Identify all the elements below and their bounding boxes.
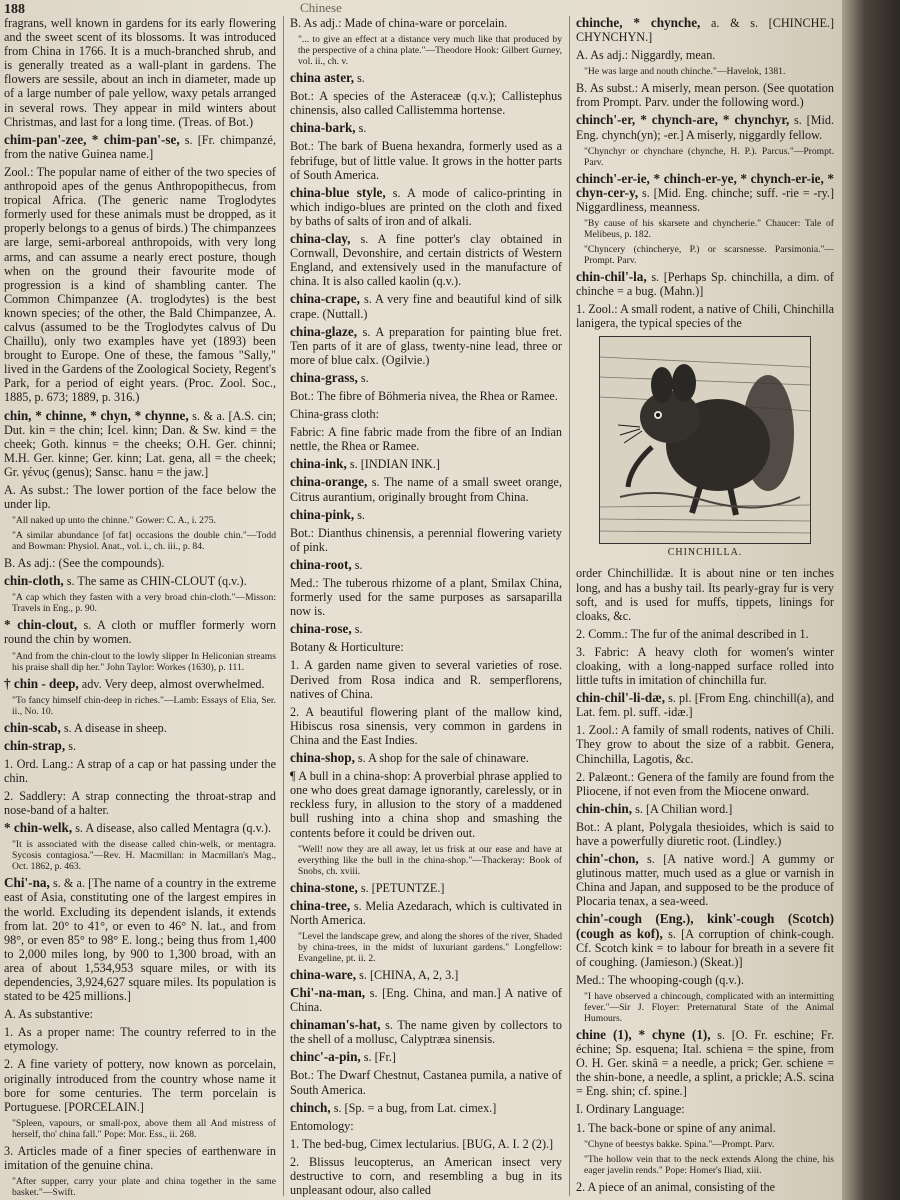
entry-definition: s. pl. [From Eng. chinchill(a), and Lat. fem. pl. suff. -idæ.]	[576, 691, 834, 720]
quotation: "Well! now they are all away, let us frisk at our ease and have at everything like the bull in the china-shop."—Thackeray: Book of Snobs, ch. xviii.	[298, 843, 562, 877]
dictionary-entry	[290, 292, 562, 320]
quotation: "Chyne of beestys bakke. Spina."—Prompt. Parv.	[584, 1138, 775, 1150]
entry-definition: s. [CHINA, A, 2, 3.]	[359, 967, 459, 982]
entry-headword: china-root,	[290, 556, 352, 572]
definition-paragraph: Bot.: Dianthus chinensis, a perennial flowering variety of pink.	[290, 525, 562, 554]
entry-headword: china-shop,	[290, 750, 355, 766]
definition-paragraph: 1. The back-bone or spine of any animal.	[576, 1120, 776, 1135]
entry-definition: s. [A native word.] A gummy or glutinous matter, much used as a glue or varnish in China and Japan, and supposed to be the produce of Plocaria tenax, a sea-weed.	[576, 852, 834, 909]
entry-headword: * chin-welk,	[4, 820, 73, 836]
entry-headword: chin-cloth,	[4, 573, 64, 589]
dictionary-entry	[290, 968, 562, 982]
dictionary-entry	[290, 1101, 562, 1115]
entry-definition: s. A disease, also called Mentagra (q.v.).	[75, 821, 272, 836]
dictionary-entry	[576, 852, 834, 908]
quotation: "After supper, carry your plate and china together in the same basket."—Swift.	[12, 1176, 276, 1198]
entry-headword: china-crape,	[290, 291, 360, 307]
entry-headword: china-rose,	[290, 621, 352, 637]
entry-headword: china-grass,	[290, 369, 358, 385]
dictionary-entry	[290, 457, 562, 471]
entry-headword: chine (1), * chyne (1),	[576, 1026, 711, 1042]
entry-headword: chinch,	[290, 1099, 331, 1115]
entry-headword: china-ink,	[290, 456, 347, 472]
definition-paragraph: 2. A beautiful flowering plant of the mallow kind, Hibiscus rosa sinensis, very common in gardens in China and the East Indies.	[290, 704, 562, 747]
definition-paragraph: Med.: The tuberous rhizome of a plant, Smilax China, formerly used for the same purposes as sarsaparilla now is.	[290, 576, 562, 619]
dictionary-entry	[290, 986, 562, 1014]
entry-definition: s. [O. Fr. eschine; Fr. échine; Sp. esquena; Ital. schiena = the spine, from O. H. Ger. skinâ = a needle, a prick; Ger. schiene = the shin-bone, a needle, a splint, a prickle; A.S. scina = Eng. shin; cf. spine.]	[576, 1027, 834, 1099]
entry-definition: s. [A Chilian word.]	[635, 801, 733, 816]
dictionary-entry	[576, 802, 834, 816]
chinchilla-engraving	[600, 337, 810, 543]
dictionary-entry	[290, 622, 562, 636]
column-left	[4, 16, 276, 1200]
dictionary-entry	[576, 113, 834, 141]
dictionary-entry	[290, 558, 562, 572]
column-rule	[569, 16, 570, 1196]
entry-definition: adv. Very deep, almost overwhelmed.	[81, 676, 265, 691]
entry-definition: s. [Sp. = a bug, from Lat. cimex.]	[333, 1100, 497, 1115]
entry-definition: s. The same as CHIN-CLOUT (q.v.).	[66, 574, 247, 589]
entry-headword: china-orange,	[290, 474, 368, 490]
quotation: "Spleen, vapours, or small-pox, above them all And mistress of herself, tho' china fall." Pope: Mor. Ess., ii. 268.	[12, 1117, 276, 1140]
quotation: "Level the landscape grew, and along the shores of the river, Shaded by china-trees, in the midst of luxuriant gardens." Longfellow: Evangeline, pt. ii. 2.	[298, 930, 562, 964]
definition-paragraph: Med.: The whooping-cough (q.v.).	[576, 972, 744, 987]
dictionary-entry	[290, 71, 562, 85]
quotation: "All naked up unto the chinne." Gower: C. A., i. 275.	[12, 515, 216, 527]
dictionary-entry	[290, 899, 562, 927]
dictionary-entry	[290, 325, 562, 367]
dictionary-entry	[576, 912, 834, 968]
figure-caption: CHINCHILLA.	[667, 547, 743, 559]
definition-paragraph: 2. Palæont.: Genera of the family are found from the Pliocene, if not even from the Miocene onward.	[576, 769, 834, 798]
definition-paragraph: ¶ A bull in a china-shop: A proverbial phrase applied to one who does great damage ignorantly, carelessly, or in reckless fury, in allusion to the story of a maddened bull rushing into a china shop and smashing the contents before it could be driven out.	[290, 769, 562, 840]
entry-headword: chin-scab,	[4, 719, 61, 735]
entry-definition: s. [Mid. Eng. chinche; suff. -rie = -ry.] Niggardliness, meanness.	[576, 185, 834, 214]
entry-definition: s. A shop for the sale of chinaware.	[357, 751, 529, 766]
entry-definition: s.	[358, 121, 367, 136]
definition-paragraph: China-grass cloth:	[290, 407, 380, 422]
quotation: "A cap which they fasten with a very broad chin-cloth."—Misson: Travels in Eng., p. 90.	[12, 592, 276, 615]
entry-definition: s. [Mid. Eng. chynch(yn); -er.] A miserly, niggardly fellow.	[576, 113, 834, 142]
entry-headword: † chin - deep,	[4, 675, 79, 691]
definition-paragraph: 1. As a proper name: The country referred to in the etymology.	[4, 1025, 276, 1054]
definition-paragraph: 2. A fine variety of pottery, now known as porcelain, originally introduced from the country whose name it bore for some centuries. The term porcelain is Portuguese. [PORCELAIN.]	[4, 1057, 276, 1114]
entry-headword: chin'-cough (Eng.), kink'-cough (Scotch) (cough as kof),	[576, 911, 834, 941]
entry-definition: s. [PETUNTZE.]	[360, 880, 445, 895]
definition-paragraph: order Chinchillidæ. It is about nine or ten inches long, and has a bushy tail. Its pearly-gray fur is very soft, and is used for muffs, tippets, linings for cloaks, &c.	[576, 566, 834, 623]
entry-headword: chinch'-er-ie, * chinch-er-ye, * chynch-er-ie, * chyn-cer-y,	[576, 170, 834, 200]
entry-headword: chin-chil'-la,	[576, 268, 647, 284]
entry-definition: s. [Perhaps Sp. chinchilla, a dim. of chinche = a bug. (Mahn.)]	[576, 269, 834, 299]
quotation: "I have observed a chincough, complicated with an intermitting fever."—Sir J. Floyer: Preternatural State of the Animal Humours.	[584, 990, 834, 1024]
dictionary-entry	[4, 618, 276, 646]
entry-headword: china-blue style,	[290, 184, 386, 200]
definition-paragraph: Bot.: The bark of Buena hexandra, formerly used as a febrifuge, but of little value. It grows in the hotter parts of South America.	[290, 139, 562, 182]
entry-definition: s.	[68, 738, 77, 753]
definition-paragraph: 3. Fabric: A heavy cloth for women's winter cloaking, with a long-napped surface rolled into little tufts in imitation of chinchilla fur.	[576, 644, 834, 688]
entry-definition: s. A mode of calico-printing in which indigo-blues are printed on the cloth and fixed by baths of salts of iron and of alkali.	[290, 185, 562, 228]
definition-paragraph: Bot.: A species of the Asteraceæ (q.v.); Callistephus chinensis, also called Callistemma hortense.	[290, 89, 562, 118]
entry-definition: s. & a. [The name of a country in the extreme east of Asia, constituting one of the largest empires in the world. Excluding its dependent islands, it extends from lat. 20° to 41°, or even to 46° N. lat., and from 98°, or even 85° to 98° E. long.; being thus from 1,400 to 2,000 miles long, by 900 to 1,300 broad, with an area of about 1,534,953 square miles, or with its dependencies, 3,924,627 square miles. Its population is stated to be 425 millions.]	[4, 876, 276, 1004]
definition-paragraph: Entomology:	[290, 1118, 354, 1133]
entry-definition: s.	[360, 370, 369, 385]
entry-headword: chin'-chon,	[576, 851, 639, 867]
definition-paragraph: A. As adj.: Niggardly, mean.	[576, 48, 716, 63]
entry-headword: china-stone,	[290, 879, 358, 895]
dictionary-entry	[290, 881, 562, 895]
dictionary-entry	[4, 739, 276, 753]
page-number: 188	[4, 2, 25, 17]
entry-headword: china-tree,	[290, 897, 351, 913]
definition-paragraph: fragrans, well known in gardens for its early flowering and the sweet scent of its blossoms. It was introduced from China in 1766. It is a much-branched shrub, and is generally treated as a wall-plant in gardens. The flowers are sessile, about an inch in diameter, made up of a large number of pale yellow, waxy petals arranged in several rows. They appear in mild winters about Christmas, and last for a long time. (Treas. of Bot.)	[4, 16, 276, 129]
definition-paragraph: Botany & Horticulture:	[290, 640, 404, 655]
definition-paragraph: Bot.: A plant, Polygala thesioides, which is said to have a powerfully diuretic root. (Lindley.)	[576, 819, 834, 848]
dictionary-entry	[4, 821, 276, 835]
definition-paragraph: A. As substantive:	[4, 1007, 94, 1022]
dictionary-entry	[290, 232, 562, 288]
entry-headword: china-glaze,	[290, 323, 358, 339]
entry-definition: s. [Fr. chimpanzé, from the native Guinea name.]	[4, 132, 276, 161]
dictionary-entry	[4, 133, 276, 161]
entry-headword: chinche, * chynche,	[576, 16, 701, 30]
entry-definition: s. [A corruption of chink-cough. Cf. Scotch kink = to labour for breath in a severe fit of coughing. (Jamieson.) (Skeat.)]	[576, 926, 834, 969]
dictionary-entry	[290, 186, 562, 228]
dictionary-entry	[290, 751, 562, 765]
column-rule	[283, 16, 284, 1196]
column-right-bottom	[576, 566, 834, 1193]
definition-paragraph: I. Ordinary Language:	[576, 1102, 685, 1117]
definition-paragraph: B. As adj.: Made of china-ware or porcelain.	[290, 16, 508, 30]
entry-headword: * chin-clout,	[4, 617, 78, 633]
definition-paragraph: B. As subst.: A miserly, mean person. (See quotation from Prompt. Parv. under the following word.)	[576, 81, 834, 110]
entry-definition: s. [Eng. China, and man.] A native of China.	[290, 985, 562, 1015]
chinchilla-illustration	[599, 336, 811, 544]
definition-paragraph: 2. Blissus leucopterus, an American insect very destructive to corn, and resembling a bug in its unpleasant odour, also called	[290, 1154, 562, 1198]
dictionary-entry	[576, 1028, 834, 1098]
entry-definition: s. & a. [A.S. cin; Dut. kin = the chin; Icel. kinn; Dan. & Sw. kind = the cheek; Goth. kinnus = the cheeks; O.H. Ger. chinni; M.H. Ger. kinne; Ger. kinn; Lat. gena, all = the cheek; Gr. γένυς (genus); Sansc. hanu = the jaw.]	[4, 408, 276, 479]
entry-headword: china-pink,	[290, 506, 355, 522]
quotation: "The hollow vein that to the neck extends Along the chine, his eager javelin rends." Pope: Homer's Iliad, xiii.	[584, 1153, 834, 1176]
dictionary-entry	[4, 721, 276, 735]
entry-headword: chinc'-a-pin,	[290, 1049, 361, 1065]
column-right-top	[576, 16, 834, 330]
entry-headword: china-bark,	[290, 120, 356, 136]
dictionary-entry	[290, 371, 562, 385]
definition-paragraph: 2. Saddlery: A strap connecting the throat-strap and nose-band of a halter.	[4, 789, 276, 818]
column-middle	[290, 16, 562, 1200]
entry-definition: s.	[357, 71, 365, 86]
entry-definition: s.	[354, 557, 363, 572]
definition-paragraph: B. As adj.: (See the compounds).	[4, 556, 165, 571]
dictionary-entry	[576, 16, 834, 44]
definition-paragraph: Fabric: A fine fabric made from the fibre of an Indian nettle, the Rhea or Ramee.	[290, 425, 562, 454]
definition-paragraph: A. As subst.: The lower portion of the face below the under lip.	[4, 483, 276, 512]
definition-paragraph: Bot.: The fibre of Böhmeria nivea, the Rhea or Ramee.	[290, 388, 558, 403]
entry-headword: Chi'-na,	[4, 875, 50, 891]
entry-headword: chin-chin,	[576, 800, 633, 816]
column-right	[576, 16, 834, 1200]
definition-paragraph: 1. Ord. Lang.: A strap of a cap or hat passing under the chin.	[4, 756, 276, 785]
quotation: "And from the chin-clout to the lowly slipper In Heliconian streams his praise shall dip her." John Taylor: Workes (1630), p. 111.	[12, 650, 276, 673]
dictionary-entry	[290, 1018, 562, 1046]
running-head: Chinese	[300, 0, 342, 15]
entry-definition: s. Melia Azedarach, which is cultivated in North America.	[290, 898, 562, 927]
dictionary-entry	[4, 574, 276, 588]
definition-paragraph: Zool.: The popular name of either of the two species of anthropoid apes of the genus Anthropopithecus, from tropical Africa. (The generic name Troglodytes formerly used for these animals must be dropped, as it properly belongs to a genus of birds.) The chimpanzees are large, semi-arboreal anthropoids, with very long arms, and can assume a nearly erect posture, though when on the ground their favourite mode of progression is a kind of shambling canter. The Common Chimpanzee (A. troglodytes) is the best known species; of the other, the Bald Chimpanzee, A. calvus (assumed to be the Troglodytes calvus of Du Chaillu), only two examples have yet (1893) been brought to Europe. One of these, the famous "Sally," lived in the Gardens of the Zoological Society, Regent's Park, for a period of eight years. (Proc. Zool. Soc., 1885, p. 673; 1889, p. 316.)	[4, 164, 276, 405]
dictionary-entry	[576, 172, 834, 214]
definition-paragraph: 2. A piece of an animal, consisting of the	[576, 1179, 776, 1194]
quotation: "It is associated with the disease called chin-welk, or mentagra. Sycosis contagiosa."—Rev. H. Macmillan: in Macmillan's Mag., Oct. 1862, p. 463.	[12, 839, 276, 873]
entry-headword: chim-pan'-zee, * chim-pan'-se,	[4, 131, 180, 147]
definition-paragraph: 1. Zool.: A family of small rodents, natives of Chili. They grow to about the size of a rabbit. Genera, Chinchilla, Lagotis, &c.	[576, 723, 834, 766]
entry-definition: s. A cloth or muffler formerly worn round the chin by women.	[4, 618, 276, 647]
entry-headword: chinch'-er, * chynch-are, * chynchyr,	[576, 112, 790, 128]
entry-headword: chin, * chinne, * chyn, * chynne,	[4, 407, 189, 423]
entry-definition: s. [Fr.]	[363, 1050, 396, 1065]
quotation: "By cause of his skarsete and chyncherie." Chaucer: Tale of Melibeus, p. 182.	[584, 217, 834, 240]
definition-paragraph: 1. A garden name given to several varieties of rose. Derived from Rosa indica and R. semperflorens, natives of China.	[290, 658, 562, 701]
quotation: "... to give an effect at a distance very much like that produced by the perspective of a china plate."—Theodore Hook: Gilbert Gurney, vol. ii., ch. v.	[298, 34, 562, 68]
quotation: "To fancy himself chin-deep in riches."—Lamb: Essays of Elia, Ser. ii., No. 10.	[12, 694, 276, 717]
dictionary-entry	[290, 121, 562, 135]
entry-headword: chin-strap,	[4, 737, 66, 753]
entry-headword: Chi'-na-man,	[290, 984, 366, 1000]
entry-definition: a. & s. [CHINCHE.] CHYNCHYN.]	[576, 16, 834, 45]
entry-definition: s. A fine potter's clay obtained in Cornwall, Devonshire, and certain districts of Western England, and extensively used in the manufacture of china. It is also called kaolin (q.v.).	[290, 232, 562, 289]
dictionary-entry	[576, 691, 834, 719]
entry-headword: chin-chil'-li-dæ,	[576, 690, 666, 706]
quotation: "He was large and nouth chinche."—Havelok, 1381.	[584, 66, 786, 78]
entry-definition: s. The name of a small sweet orange, Citrus aurantium, originally brought from China.	[290, 475, 562, 504]
dictionary-entry	[4, 409, 276, 479]
definition-paragraph: 3. Articles made of a finer species of earthenware in imitation of the genuine china.	[4, 1143, 276, 1172]
entry-definition: s.	[354, 622, 363, 637]
book-gutter-shadow	[842, 0, 900, 1200]
dictionary-entry	[4, 876, 276, 1003]
entry-definition: s.	[357, 507, 365, 522]
entry-headword: china-ware,	[290, 966, 357, 982]
definition-paragraph: 1. Zool.: A small rodent, a native of Chili, Chinchilla lanigera, the typical species of the	[576, 302, 834, 331]
quotation: "Chynchyr or chynchare (chynche, H. P.). Parcus."—Prompt. Parv.	[584, 145, 834, 168]
entry-definition: s. A preparation for painting blue fret. Ten parts of it are of glass, twenty-nine lead, three or more of blue calx. (Ogilvie.)	[290, 324, 562, 367]
dictionary-entry	[576, 270, 834, 298]
entry-headword: china-clay,	[290, 231, 351, 247]
entry-definition: s. The name given by collectors to the shell of a mollusc, Calyptræa sinensis.	[290, 1018, 562, 1047]
definition-paragraph: 2. Comm.: The fur of the animal described in 1.	[576, 626, 809, 641]
dictionary-entry	[290, 1050, 562, 1064]
entry-definition: s. [INDIAN INK.]	[349, 457, 440, 472]
quotation: "Chyncery (chincherye, P.) or scarsnesse. Parsimonia."—Prompt. Parv.	[584, 243, 834, 266]
dictionary-entry	[290, 508, 562, 522]
definition-paragraph: 1. The bed-bug, Cimex lectularius. [BUG, A. I. 2 (2).]	[290, 1136, 554, 1151]
definition-paragraph: Bot.: The Dwarf Chestnut, Castanea pumila, a native of South America.	[290, 1068, 562, 1097]
entry-headword: chinaman's-hat,	[290, 1017, 381, 1033]
entry-headword: china aster,	[290, 70, 354, 86]
quotation: "A similar abundance [of fat] occasions the double chin."—Todd and Bowman: Physiol. Anat., vol. i., ch. iii., p. 84.	[12, 530, 276, 553]
entry-definition: s. A disease in sheep.	[63, 720, 167, 735]
dictionary-entry	[4, 677, 276, 691]
entry-definition: s. A very fine and beautiful kind of silk crape. (Nuttall.)	[290, 292, 562, 321]
dictionary-entry	[290, 475, 562, 503]
